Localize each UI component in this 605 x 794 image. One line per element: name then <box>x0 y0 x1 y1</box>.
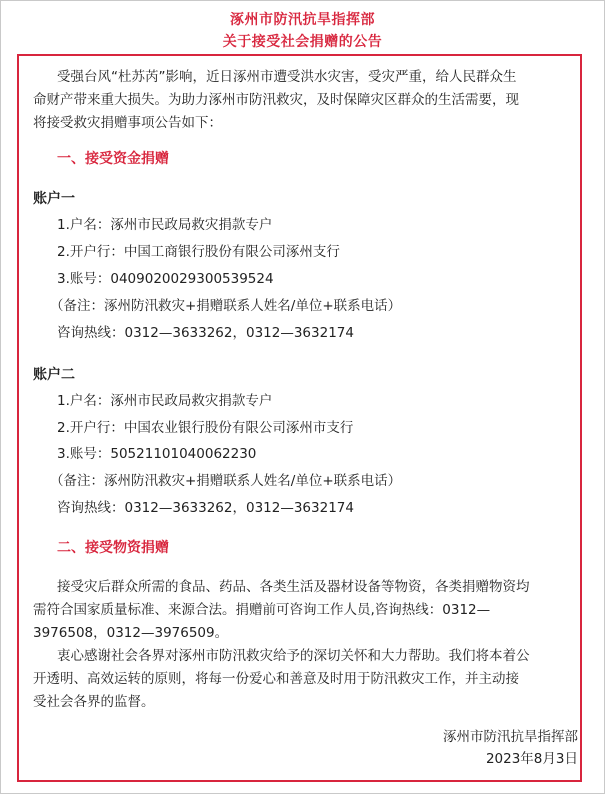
section-heading-goods: 二、接受物资捐赠 <box>57 540 169 556</box>
goods-paragraph-line-1: 接受灾后群众所需的食品、药品、各类生活及器材设备等物资，各类捐赠物资均 <box>57 579 530 595</box>
account-one-hotline: 咨询热线：0312—3633262，0312—3632174 <box>57 325 354 341</box>
goods-paragraph-line-2: 需符合国家质量标准、来源合法。捐赠前可咨询工作人员,咨询热线：0312— <box>33 602 491 618</box>
account-one-label: 账户一 <box>33 191 75 207</box>
account-two-label: 账户二 <box>33 367 75 383</box>
goods-paragraph-line-3: 3976508，0312—3976509。 <box>33 625 229 641</box>
signature-date: 2023年8月3日 <box>485 751 578 767</box>
intro-line-1: 受强台风“杜苏芮”影响，近日涿州市遭受洪水灾害，受灾严重，给人民群众生 <box>57 69 517 85</box>
account-two-number: 3.账号：50521101040062230 <box>57 446 257 462</box>
account-two-note: （备注：涿州防汛救灾+捐赠联系人姓名/单位+联系电话） <box>50 473 402 489</box>
thanks-paragraph-line-3: 受社会各界的监督。 <box>33 694 155 710</box>
section-heading-funds: 一、接受资金捐赠 <box>57 151 169 167</box>
notice-title: 关于接受社会捐赠的公告 <box>222 34 383 50</box>
signature-organization: 涿州市防汛抗旱指挥部 <box>443 729 578 745</box>
issuing-organization: 涿州市防汛抗旱指挥部 <box>230 12 375 28</box>
intro-line-2: 命财产带来重大损失。为助力涿州市防汛救灾，及时保障灾区群众的生活需要，现 <box>33 92 519 108</box>
account-one-note: （备注：涿州防汛救灾+捐赠联系人姓名/单位+联系电话） <box>50 298 402 314</box>
account-two-bank: 2.开户行：中国农业银行股份有限公司涿州市支行 <box>57 420 354 436</box>
account-two-name: 1.户名：涿州市民政局救灾捐款专户 <box>57 393 273 409</box>
thanks-paragraph-line-1: 衷心感谢社会各界对涿州市防汛救灾给予的深切关怀和大力帮助。我们将本着公 <box>57 648 530 664</box>
thanks-paragraph-line-2: 开透明、高效运转的原则，将每一份爱心和善意及时用于防汛救灾工作，并主动接 <box>33 671 519 687</box>
account-two-hotline: 咨询热线：0312—3633262，0312—3632174 <box>57 500 354 516</box>
account-one-bank: 2.开户行：中国工商银行股份有限公司涿州支行 <box>57 244 340 260</box>
account-one-number: 3.账号：0409020029300539524 <box>57 271 274 287</box>
intro-line-3: 将接受救灾捐赠事项公告如下： <box>33 115 222 131</box>
account-one-name: 1.户名：涿州市民政局救灾捐款专户 <box>57 217 273 233</box>
